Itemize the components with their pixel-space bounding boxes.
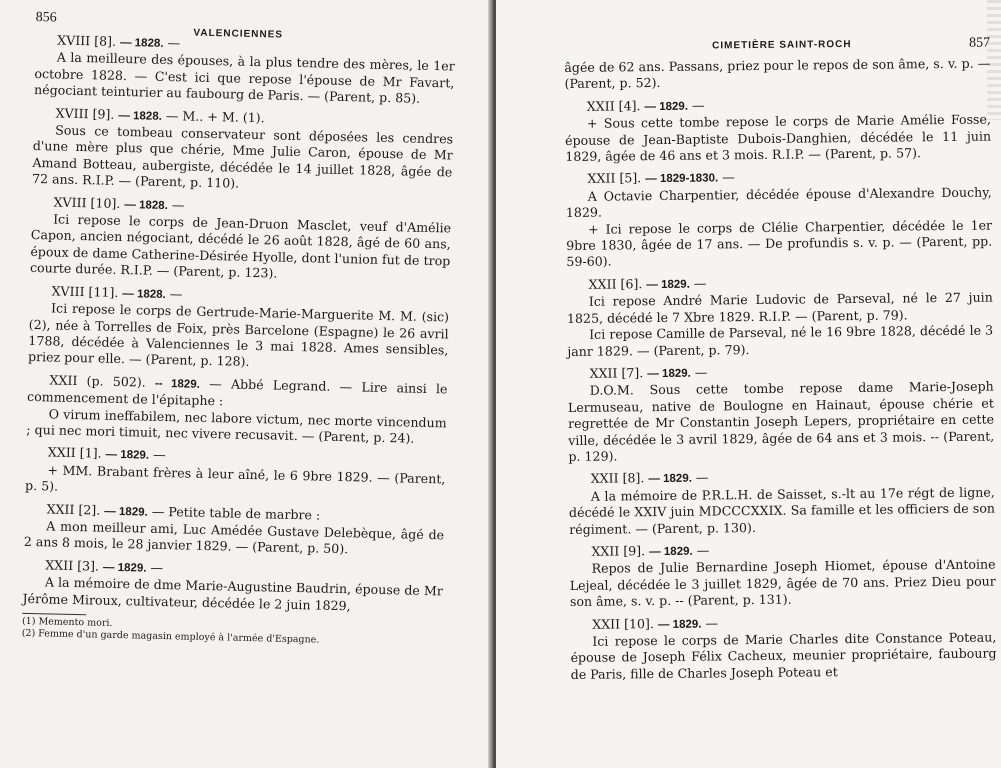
entry-heading-tail: — xyxy=(165,285,183,302)
catalog-entry xyxy=(567,361,994,465)
continuation-paragraph xyxy=(564,56,990,93)
entry-heading-tail: — M.. + M. (1). xyxy=(161,107,265,125)
left-running-title: VALENCIENNES xyxy=(193,27,284,41)
catalog-entry xyxy=(569,539,996,610)
entry-heading-tail: — xyxy=(689,275,707,291)
entry-heading-tail: — Petite table de marbre : xyxy=(147,503,321,523)
right-running-title: CIMETIÈRE SAINT-ROCH xyxy=(712,38,852,52)
right-page xyxy=(496,0,1001,768)
entry-year: — 1829. xyxy=(657,618,702,631)
epitaph-text: A mon meilleur ami, Luc Amédée Gustave Delebèque, âgé de 2 ans 8 mois, le 28 janvier 1829. — (Parent, p. 50). xyxy=(23,518,445,557)
entry-number: XXII [9]. xyxy=(591,543,646,559)
entry-year: — 1829. xyxy=(649,545,693,559)
left-footnotes xyxy=(22,616,442,650)
entry-year: — 1829. xyxy=(105,449,150,463)
entry-heading-tail: — xyxy=(692,542,710,558)
catalog-entry xyxy=(32,105,454,198)
entry-year: — 1829. xyxy=(646,278,690,292)
catalog-entry xyxy=(26,372,447,448)
entry-number: XVIII [8]. xyxy=(57,32,117,49)
entry-number: XVIII [9]. xyxy=(55,105,115,122)
entry-heading-tail: — xyxy=(148,447,166,463)
epitaph-text: Ici repose le corps de Jean-Druon Masclet, veuf d'Amélie Capon, ancien négociant, décédé le 26 août 1828, âgé de 60 ans, époux de dame Catherine-Désirée Hyolle, dont l'union fut de trop courte durée. R.I.P. — (Parent, p. 123). xyxy=(29,211,452,281)
entry-year: — 1829. xyxy=(647,367,691,381)
catalog-entry xyxy=(24,500,445,560)
entry-heading-tail: — xyxy=(687,97,705,113)
catalog-entry xyxy=(567,272,994,359)
entry-year: — 1829. xyxy=(102,561,147,575)
entry-number: XXII [2]. xyxy=(46,500,101,518)
catalog-entry xyxy=(565,94,992,165)
epitaph-text: A la mémoire de dme Marie-Augustine Baudrin, épouse de Mr Jérôme Miroux, cultivateur, décédée le 2 juin 1829, xyxy=(22,574,444,613)
right-text-block xyxy=(564,30,997,690)
entry-heading-tail: — xyxy=(163,34,181,51)
epitaph-text: A Octavie Charpentier, décédée épouse d'Alexandre Douchy, 1829. xyxy=(565,184,992,221)
epitaph-text: A la meilleure des épouses, à la plus tendre des mères, le 1er octobre 1828. — C'est ici que repose l'épouse de Mr Favart, négociant teinturier au faubourg de Paris. — (Parent, p. 85). xyxy=(33,49,455,106)
entry-number: XVIII [11]. xyxy=(51,283,119,300)
entry-number: XXII [8]. xyxy=(590,470,645,487)
epitaph-text: Ici repose André Marie Ludovic de Parseval, né le 27 juin 1825, décédé le 7 Xbre 1829. R.I.P. — (Parent, p. 79). xyxy=(566,289,993,326)
catalog-entry xyxy=(25,444,446,504)
epitaph-text: D.O.M. Sous cette tombe repose dame Marie-Joseph Lermuseau, native de Boulogne en Hainaut, épouse chérie et regrettée de Mr Constantin Joseph Lepers, propriétaire en cette ville, décédée le 3 avril 1829, âgée de 64 ans et 3 mois. -- (Parent, p. 129). xyxy=(567,378,995,464)
catalog-entry xyxy=(570,612,997,683)
entry-year: — 1828. xyxy=(118,109,163,123)
right-page-number: 857 xyxy=(969,35,991,51)
entry-number: XXII [4]. xyxy=(586,98,641,114)
left-page xyxy=(0,0,492,768)
left-page-number: 856 xyxy=(35,9,57,26)
catalog-entry xyxy=(30,194,452,287)
right-entries xyxy=(565,94,997,683)
epitaph-text: O virum ineffabilem, nec labore victum, nec morte vincendum ; qui nec mori timuit, nec vivere recusavit. — (Parent, p. 24). xyxy=(26,405,447,446)
left-entries xyxy=(22,32,455,616)
entry-number: XXII [7]. xyxy=(589,365,644,381)
entry-year: — 1828. xyxy=(119,36,164,50)
entry-number: XXII [1]. xyxy=(47,444,102,461)
epitaph-text: + Ici repose le corps de Clélie Charpentier, décédée le 1er 9bre 1830, âgée de 17 ans. — De profundis s. v. p. — (Parent, pp. 59-60). xyxy=(566,217,993,270)
entry-year: — 1829. xyxy=(644,100,689,113)
entry-number: XVIII [10]. xyxy=(53,194,121,211)
entry-heading-tail: — xyxy=(146,559,164,575)
entry-number: XXII [5]. xyxy=(587,170,642,187)
footnote: (2) Femme d'un garde magasin employé à l'armée d'Espagne. xyxy=(21,627,320,646)
catalog-entry xyxy=(565,167,992,271)
catalog-entry xyxy=(569,467,996,538)
epitaph-text: Sous ce tombeau conservateur sont déposées les cendres d'une mère plus que chérie, Mme Julie Caron, épouse de Mr Amand Botteau, aubergiste, décédée le 14 juillet 1828, âgée de 72 ans. R.I.P. — (Parent, p. 110). xyxy=(31,122,454,191)
footnote-rule xyxy=(22,613,86,615)
catalog-entry xyxy=(28,283,450,376)
entry-number: XXII [6]. xyxy=(588,276,643,292)
catalog-entry xyxy=(34,32,455,108)
epitaph-text: Ici repose le corps de Marie Charles dite Constance Poteau, épouse de Joseph Félix Cacheux, meunier propriétaire, faubourg de Paris, fille de Charles Joseph Poteau et xyxy=(570,629,997,682)
entry-number: XXII (p. 502). xyxy=(49,372,146,390)
entry-year: — 1828. xyxy=(124,198,168,212)
entry-year: — 1828. xyxy=(122,287,166,301)
entry-heading-tail: — xyxy=(690,364,708,380)
left-text-block xyxy=(22,6,456,649)
right-header xyxy=(564,30,990,60)
continuation-text: âgée de 62 ans. Passans, priez pour le repos de son âme, s. v. p. — (Parent, p. 52). xyxy=(564,55,991,92)
epitaph-text: Ici repose le corps de Gertrude-Marie-Marguerite M. M. (sic) (2), née à Torrelles de Foix, près Barcelone (Espagne) le 26 avril 1788, décédée à Valenciennes le 3 mai 1828. Ames sensibles, priez pour elle. — (Parent, p. 128). xyxy=(27,300,450,370)
entry-year: — 1829. xyxy=(648,473,692,486)
epitaph-text: Repos de Julie Bernardine Joseph Hiomet, épouse d'Antoine Lejeal, décédée le 3 juillet 1829, âgée de 70 ans. Priez Dieu pour son âme, s. v. p. -- (Parent, p. 131). xyxy=(569,556,996,610)
entry-heading-tail: — xyxy=(691,469,709,486)
entry-number: XXII [3]. xyxy=(45,557,100,574)
epitaph-text: + Sous cette tombe repose le corps de Marie Amélie Fosse, épouse de Jean-Baptiste Dubois-Danghien, décédée le 11 juin 1829, âgée de 46 ans et 3 mois. R.I.P. — (Parent, p. 57). xyxy=(565,111,992,165)
entry-year: — 1829-1830. xyxy=(645,172,719,186)
footnote: (1) Memento mori. xyxy=(21,615,113,629)
epitaph-text: Ici repose Camille de Parseval, né le 16 9bre 1828, décédé le 3 janr 1829. — (Parent, p. 79). xyxy=(567,322,994,359)
epitaph-text: A la mémoire de P.R.L.H. de Saisset, s.-lt au 17e régt de ligne, décédé le XXIV juin MDCCCXXIX. Sa famille et les officiers de son régiment. — (Parent, p. 130). xyxy=(568,484,996,537)
entry-heading-tail: — xyxy=(701,615,719,631)
entry-heading-tail: — xyxy=(718,169,735,185)
entry-heading-tail: — Abbé Legrand. — Lire ainsi le commencement de l'épitaphe : xyxy=(26,375,448,409)
entry-heading-tail: — xyxy=(167,196,185,213)
entry-number: XXII [10]. xyxy=(592,615,655,632)
epitaph-text: + MM. Brabant frères à leur aîné, le 6 9bre 1829. — (Parent, p. 5). xyxy=(24,462,446,494)
entry-year: -- 1829. xyxy=(154,377,201,391)
catalog-entry xyxy=(22,557,443,617)
entry-year: — 1829. xyxy=(104,505,148,519)
